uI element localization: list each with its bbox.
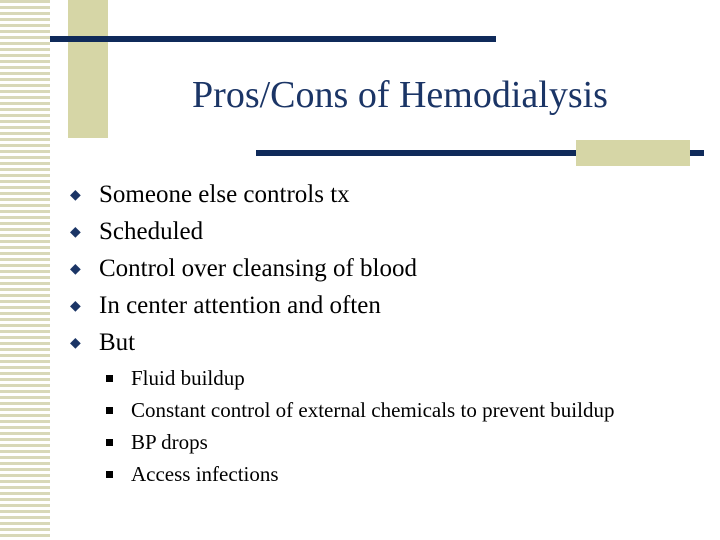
title-rule-top bbox=[50, 36, 496, 42]
sub-bullet-list bbox=[106, 362, 614, 490]
bullet-item bbox=[70, 324, 417, 361]
diamond-bullet-icon: ◆ bbox=[70, 188, 81, 203]
diamond-bullet-icon: ◆ bbox=[70, 262, 81, 277]
bullet-item bbox=[70, 213, 417, 250]
diamond-bullet-icon: ◆ bbox=[70, 336, 81, 351]
diamond-bullet-icon: ◆ bbox=[70, 299, 81, 314]
bullet-text: But bbox=[99, 329, 136, 356]
sub-bullet-item bbox=[106, 458, 614, 490]
sub-bullet-item bbox=[106, 426, 614, 458]
bullet-text: In center attention and often bbox=[99, 292, 381, 319]
bullet-list bbox=[70, 176, 417, 361]
bullet-text: Control over cleansing of blood bbox=[99, 255, 417, 282]
sub-bullet-item bbox=[106, 394, 614, 426]
sub-bullet-item bbox=[106, 362, 614, 394]
sub-bullet-text: Constant control of external chemicals to prevent buildup bbox=[131, 398, 615, 422]
diamond-bullet-icon: ◆ bbox=[70, 225, 81, 240]
square-bullet-icon bbox=[106, 455, 131, 487]
sub-bullet-text: Access infections bbox=[131, 462, 279, 486]
bullet-text: Scheduled bbox=[99, 218, 204, 245]
bullet-item bbox=[70, 287, 417, 324]
slide-title: Pros/Cons of Hemodialysis bbox=[192, 74, 608, 116]
left-striped-bar bbox=[0, 0, 50, 540]
square-bullet-icon bbox=[106, 391, 131, 423]
square-bullet-icon bbox=[106, 359, 131, 391]
accent-block-bottom bbox=[576, 140, 690, 166]
square-bullet-icon bbox=[106, 423, 131, 455]
sub-bullet-text: Fluid buildup bbox=[131, 366, 245, 390]
bullet-item bbox=[70, 250, 417, 287]
bullet-text: Someone else controls tx bbox=[99, 181, 350, 208]
sub-bullet-text: BP drops bbox=[131, 430, 208, 454]
bullet-item bbox=[70, 176, 417, 213]
